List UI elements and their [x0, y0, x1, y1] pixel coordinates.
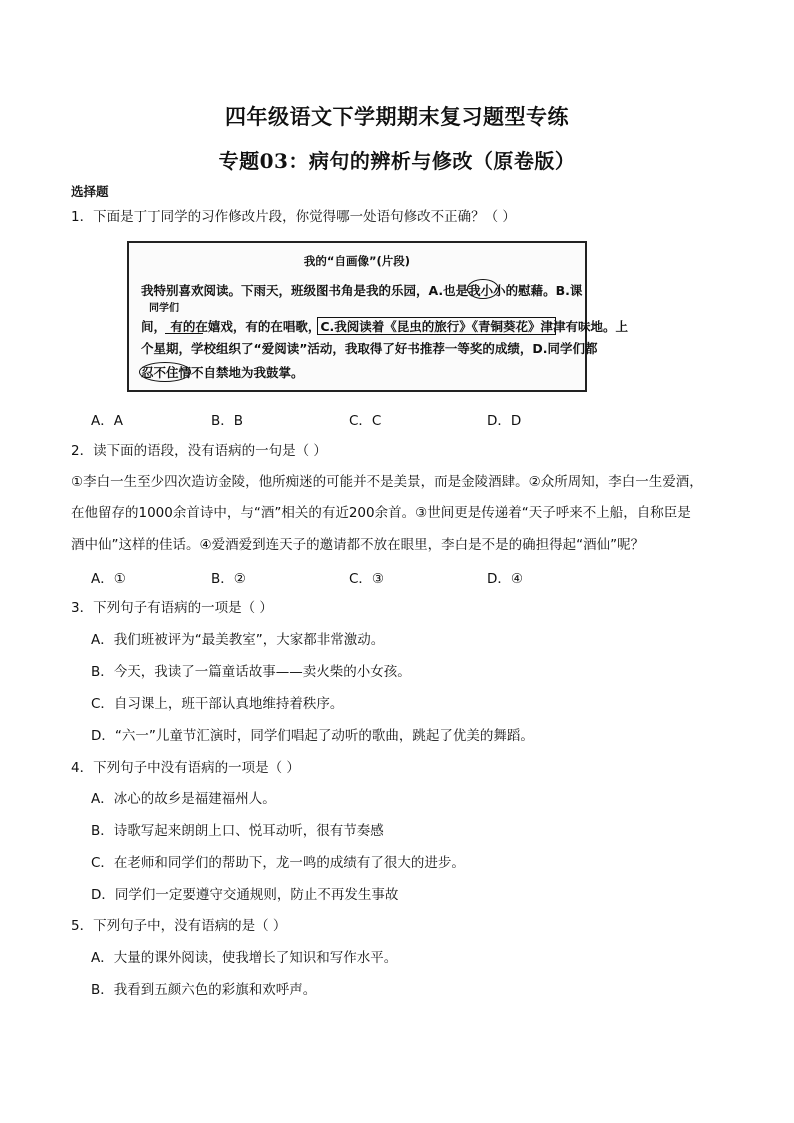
page-title: 四年级语文下学期期末复习题型专练 — [225, 104, 569, 129]
option-d[interactable]: D．D — [487, 413, 522, 429]
passage-line-3: 酒中仙”这样的佳话。④爱酒爱到连天子的邀请都不放在眼里，李白是不是的确担得起“酒仙”呢？ — [71, 537, 645, 553]
question-4-option-b[interactable]: B．诗歌写起来朗朗上口、悦耳动听，很有节奏感 — [91, 823, 384, 839]
question-3-option-d[interactable]: D．“六一”儿童节汇演时，同学们唱起了动听的歌曲，跳起了优美的舞蹈。 — [91, 728, 534, 744]
edit-circle-mark-2 — [139, 362, 191, 382]
figure-line-1: 我特别喜欢阅读。下雨天，班级图书角是我的乐园，A.也是我小小的慰藉。B.课 — [141, 283, 583, 298]
question-5-option-b[interactable]: B．我看到五颜六色的彩旗和欢呼声。 — [91, 982, 317, 998]
option-c[interactable]: C．③ — [349, 571, 385, 587]
edit-insert-mark — [165, 333, 203, 334]
question-4-option-d[interactable]: D．同学们一定要遵守交通规则，防止不再发生事故 — [91, 887, 399, 903]
question-5-option-a[interactable]: A．大量的课外阅读，使我增长了知识和写作水平。 — [91, 950, 398, 966]
question-3-stem: 3．下列句子有语病的一项是（ ） — [71, 600, 273, 616]
option-b[interactable]: B．② — [211, 571, 246, 587]
question-5-stem: 5．下列句子中，没有语病的是（ ） — [71, 918, 287, 934]
page-subtitle: 专题03：病句的辨析与修改（原卷版） — [218, 149, 576, 173]
question-2-options — [91, 567, 711, 587]
passage-line-2: 在他留存的1000余首诗中，与“酒”相关的有近200余首。③世间更是传递着“天子呼来不上船，自称臣是 — [71, 505, 691, 521]
question-4-stem: 4．下列句子中没有语病的一项是（ ） — [71, 760, 300, 776]
question-4-option-c[interactable]: C．在老师和同学们的帮助下，龙一鸣的成绩有了很大的进步。 — [91, 855, 465, 871]
question-1-figure — [127, 241, 629, 392]
option-d[interactable]: D．④ — [487, 571, 523, 587]
question-4-option-a[interactable]: A．冰心的故乡是福建福州人。 — [91, 791, 276, 807]
option-a[interactable]: A．A — [91, 413, 123, 429]
option-b[interactable]: B．B — [211, 413, 244, 429]
section-label: 选择题 — [71, 184, 109, 199]
question-3-option-c[interactable]: C．自习课上，班干部认真地维持着秩序。 — [91, 696, 344, 712]
figure-line-4: 忍不住情不自禁地为我鼓掌。 — [141, 365, 304, 380]
question-3-option-b[interactable]: B．今天，我读了一篇童话故事——卖火柴的小女孩。 — [91, 664, 411, 680]
figure-insert-note: 同学们 — [149, 303, 179, 314]
question-1-options — [91, 409, 711, 429]
question-3-option-a[interactable]: A．我们班被评为“最美教室”，大家都非常激动。 — [91, 632, 385, 648]
figure-line-3: 个星期，学校组织了“爱阅读”活动，我取得了好书推荐一等奖的成绩，D.同学们都 — [141, 341, 598, 356]
option-c[interactable]: C．C — [349, 413, 382, 429]
edit-box-mark — [317, 317, 556, 335]
option-a[interactable]: A．① — [91, 571, 126, 587]
figure-heading: 我的“自画像”(片段) — [303, 254, 411, 268]
edit-circle-mark — [467, 279, 499, 299]
passage-line-1: ①李白一生至少四次造访金陵，他所痴迷的可能并不是美景，而是金陵酒肆。②众所周知，李白一生爱酒， — [71, 474, 703, 490]
question-1-stem: 1．下面是丁丁同学的习作修改片段，你觉得哪一处语句修改不正确？（ ） — [71, 209, 516, 225]
figure-line-2: 间， 有的在嬉戏，有的在唱歌，C.我阅读着《昆虫的旅行》《青铜葵花》津津有味地。上 — [141, 319, 629, 334]
question-2-stem: 2．读下面的语段，没有语病的一句是（ ） — [71, 443, 327, 459]
